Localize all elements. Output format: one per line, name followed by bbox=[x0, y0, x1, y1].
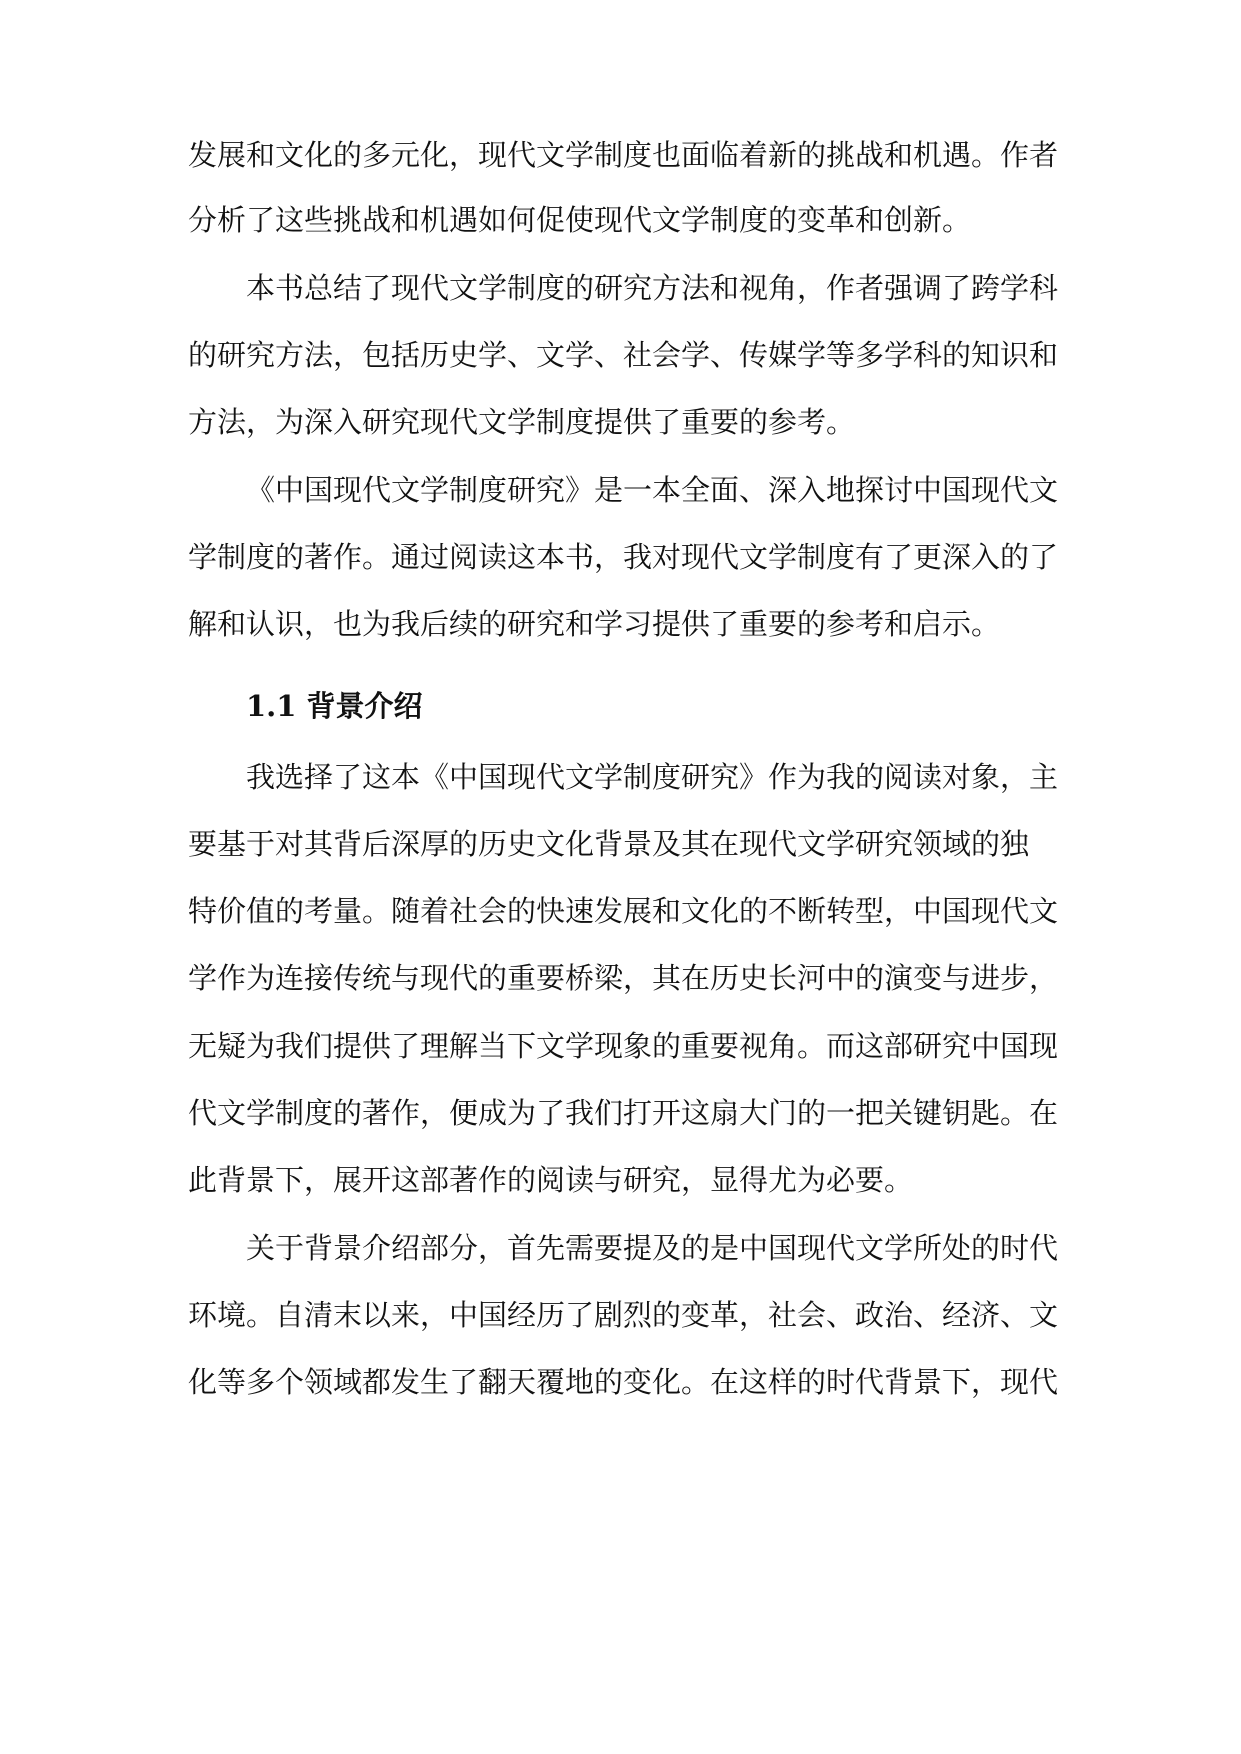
paragraph-1-line-2: 分析了这些挑战和机遇如何促使现代文学制度的变革和创新。 bbox=[188, 203, 972, 237]
paragraph-3-line-3: 解和认识，也为我后续的研究和学习提供了重要的参考和启示。 bbox=[188, 607, 1001, 641]
paragraph-4-line-3: 特价值的考量。随着社会的快速发展和文化的不断转型，中国现代文 bbox=[188, 894, 1059, 928]
paragraph-4-line-4: 学作为连接传统与现代的重要桥梁，其在历史长河中的演变与进步， bbox=[188, 961, 1059, 995]
paragraph-4-line-6: 代文学制度的著作，便成为了我们打开这扇大门的一把关键钥匙。在 bbox=[188, 1096, 1059, 1130]
paragraph-3-line-1: 《中国现代文学制度研究》是一本全面、深入地探讨中国现代文 bbox=[246, 473, 1059, 507]
paragraph-5-line-3: 化等多个领域都发生了翻天覆地的变化。在这样的时代背景下，现代 bbox=[188, 1365, 1059, 1399]
paragraph-4-line-2: 要基于对其背后深厚的历史文化背景及其在现代文学研究领域的独 bbox=[188, 827, 1030, 861]
paragraph-4-line-7: 此背景下，展开这部著作的阅读与研究，显得尤为必要。 bbox=[188, 1163, 914, 1197]
paragraph-2-line-2: 的研究方法，包括历史学、文学、社会学、传媒学等多学科的知识和 bbox=[188, 338, 1059, 372]
paragraph-3-line-2: 学制度的著作。通过阅读这本书，我对现代文学制度有了更深入的了 bbox=[188, 540, 1059, 574]
paragraph-1-line-1: 发展和文化的多元化，现代文学制度也面临着新的挑战和机遇。作者 bbox=[188, 138, 1059, 172]
paragraph-4-line-5: 无疑为我们提供了理解当下文学现象的重要视角。而这部研究中国现 bbox=[188, 1029, 1059, 1063]
section-heading: 1.1 背景介绍 bbox=[246, 689, 423, 723]
paragraph-5-line-1: 关于背景介绍部分，首先需要提及的是中国现代文学所处的时代 bbox=[246, 1231, 1059, 1265]
paragraph-5-line-2: 环境。自清末以来，中国经历了剧烈的变革，社会、政治、经济、文 bbox=[188, 1298, 1059, 1332]
paragraph-2-line-3: 方法，为深入研究现代文学制度提供了重要的参考。 bbox=[188, 405, 856, 439]
paragraph-4-line-1: 我选择了这本《中国现代文学制度研究》作为我的阅读对象，主 bbox=[246, 760, 1059, 794]
paragraph-2-line-1: 本书总结了现代文学制度的研究方法和视角，作者强调了跨学科 bbox=[246, 271, 1059, 305]
